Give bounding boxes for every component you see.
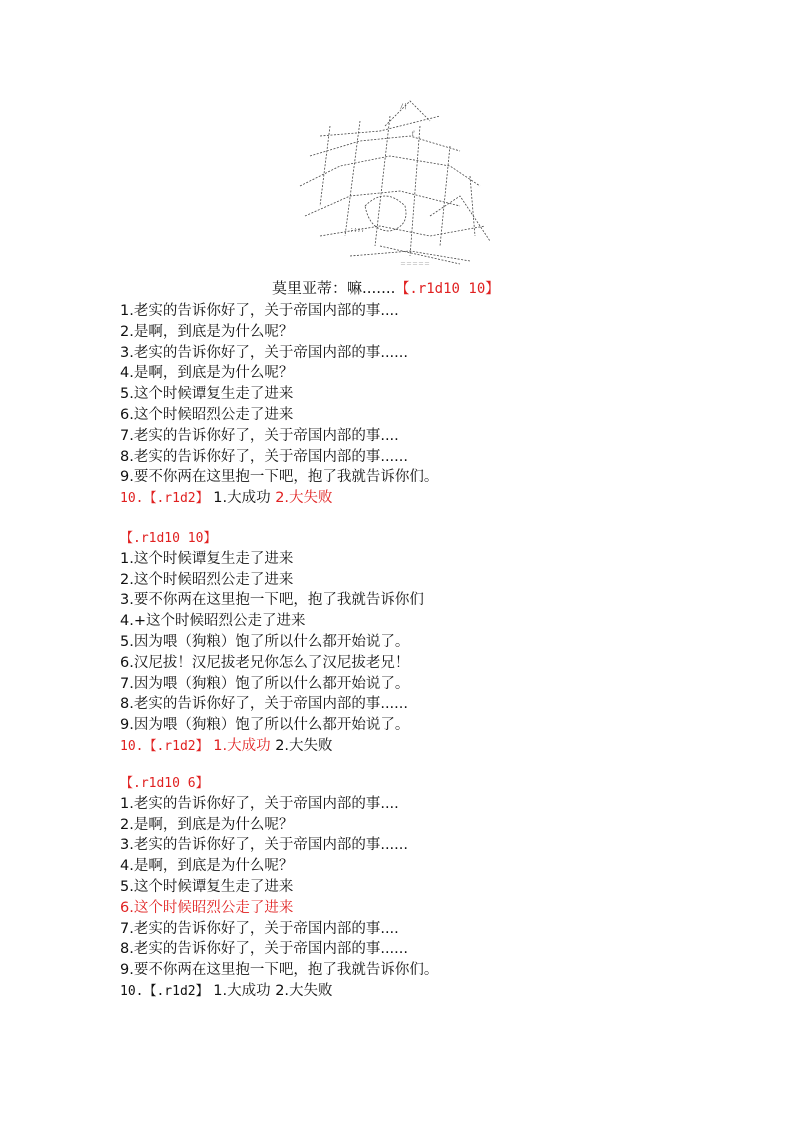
roll-header: [120, 773, 438, 794]
list-item: 5.这个时候谭复生走了进来: [120, 878, 294, 895]
list-item: 2.这个时候昭烈公走了进来: [120, 571, 294, 588]
list-item: 4.是啊，到底是为什么呢？: [120, 858, 294, 875]
list-item: 8.老实的告诉你好了，关于帝国内部的事......: [120, 448, 408, 465]
list-item: 6.汉尼拔！汉尼拔老兄你怎么了汉尼拔老兄！: [120, 654, 410, 671]
svg-text:ｆ: ｆ: [410, 131, 417, 138]
list-item-roll: [120, 981, 438, 1002]
roll-result: 【.r1d10 10】: [395, 281, 500, 297]
list-item: 9.要不你两在这里抱一下吧，抱了我就告诉你们。: [120, 469, 439, 486]
outcome-success: 1.大成功: [213, 982, 271, 999]
option-list-1: [120, 301, 438, 509]
list-item: 1.这个时候谭复生走了进来: [120, 550, 294, 567]
list-item: 8.老实的告诉你好了，关于帝国内部的事......: [120, 696, 408, 713]
list-item: 7.老实的告诉你好了，关于帝国内部的事....: [120, 920, 399, 937]
outcome-failure: 2.大失败: [275, 982, 333, 999]
list-item: 3.老实的告诉你好了，关于帝国内部的事......: [120, 837, 408, 854]
outcome-success: 1.大成功: [213, 737, 271, 754]
list-item: 2.是啊，到底是为什么呢？: [120, 816, 294, 833]
option-list-2: [120, 528, 424, 757]
roll-prefix: 10.【.r1d2】: [120, 738, 209, 754]
ascii-art-illustration: [290, 96, 505, 274]
list-item-selected: 6.这个时候昭烈公走了进来: [120, 899, 294, 916]
list-item: 5.这个时候谭复生走了进来: [120, 386, 294, 403]
list-item: 3.要不你两在这里抱一下吧，抱了我就告诉你们: [120, 592, 424, 609]
list-item-roll: [120, 488, 438, 509]
list-item: 7.老实的告诉你好了，关于帝国内部的事....: [120, 427, 399, 444]
svg-text:;;;;: ;;;;: [350, 226, 365, 233]
list-item: 9.因为喂（狗粮）饱了所以什么都开始说了。: [120, 717, 410, 734]
list-item: 9.要不你两在这里抱一下吧，抱了我就告诉你们。: [120, 962, 439, 979]
speaker-caption: [272, 278, 499, 299]
list-item: 4.是啊，到底是为什么呢？: [120, 365, 294, 382]
list-item: 6.这个时候昭烈公走了进来: [120, 406, 294, 423]
ascii-art-drawing: [290, 96, 505, 274]
roll-prefix: 10.【.r1d2】: [120, 491, 209, 507]
roll-header-text: 【.r1d10 6】: [120, 776, 209, 791]
roll-header: [120, 528, 424, 549]
speaker-line: 莫里亚蒂：嘛.......: [272, 279, 396, 297]
roll-header-text: 【.r1d10 10】: [120, 531, 217, 546]
list-item: 2.是啊，到底是为什么呢？: [120, 323, 294, 340]
list-item: 8.老实的告诉你好了，关于帝国内部的事......: [120, 941, 408, 958]
list-item: 4.+这个时候昭烈公走了进来: [120, 613, 306, 630]
outcome-failure: 2.大失败: [275, 490, 333, 507]
roll-prefix: 10.【.r1d2】: [120, 983, 209, 999]
outcome-success: 1.大成功: [213, 490, 271, 507]
list-item: 1.老实的告诉你好了，关于帝国内部的事....: [120, 303, 399, 319]
list-item: 7.因为喂（狗粮）饱了所以什么都开始说了。: [120, 675, 410, 692]
svg-text:/|: /|: [400, 103, 408, 110]
list-item: 1.老实的告诉你好了，关于帝国内部的事....: [120, 795, 399, 812]
svg-text:＝＝＝＝＝: ＝＝＝＝＝: [400, 261, 431, 268]
list-item: 5.因为喂（狗粮）饱了所以什么都开始说了。: [120, 633, 410, 650]
outcome-failure: 2.大失败: [275, 737, 333, 754]
list-item: 3.老实的告诉你好了，关于帝国内部的事......: [120, 344, 408, 361]
list-item-roll: [120, 736, 424, 757]
option-list-3: [120, 773, 438, 1002]
